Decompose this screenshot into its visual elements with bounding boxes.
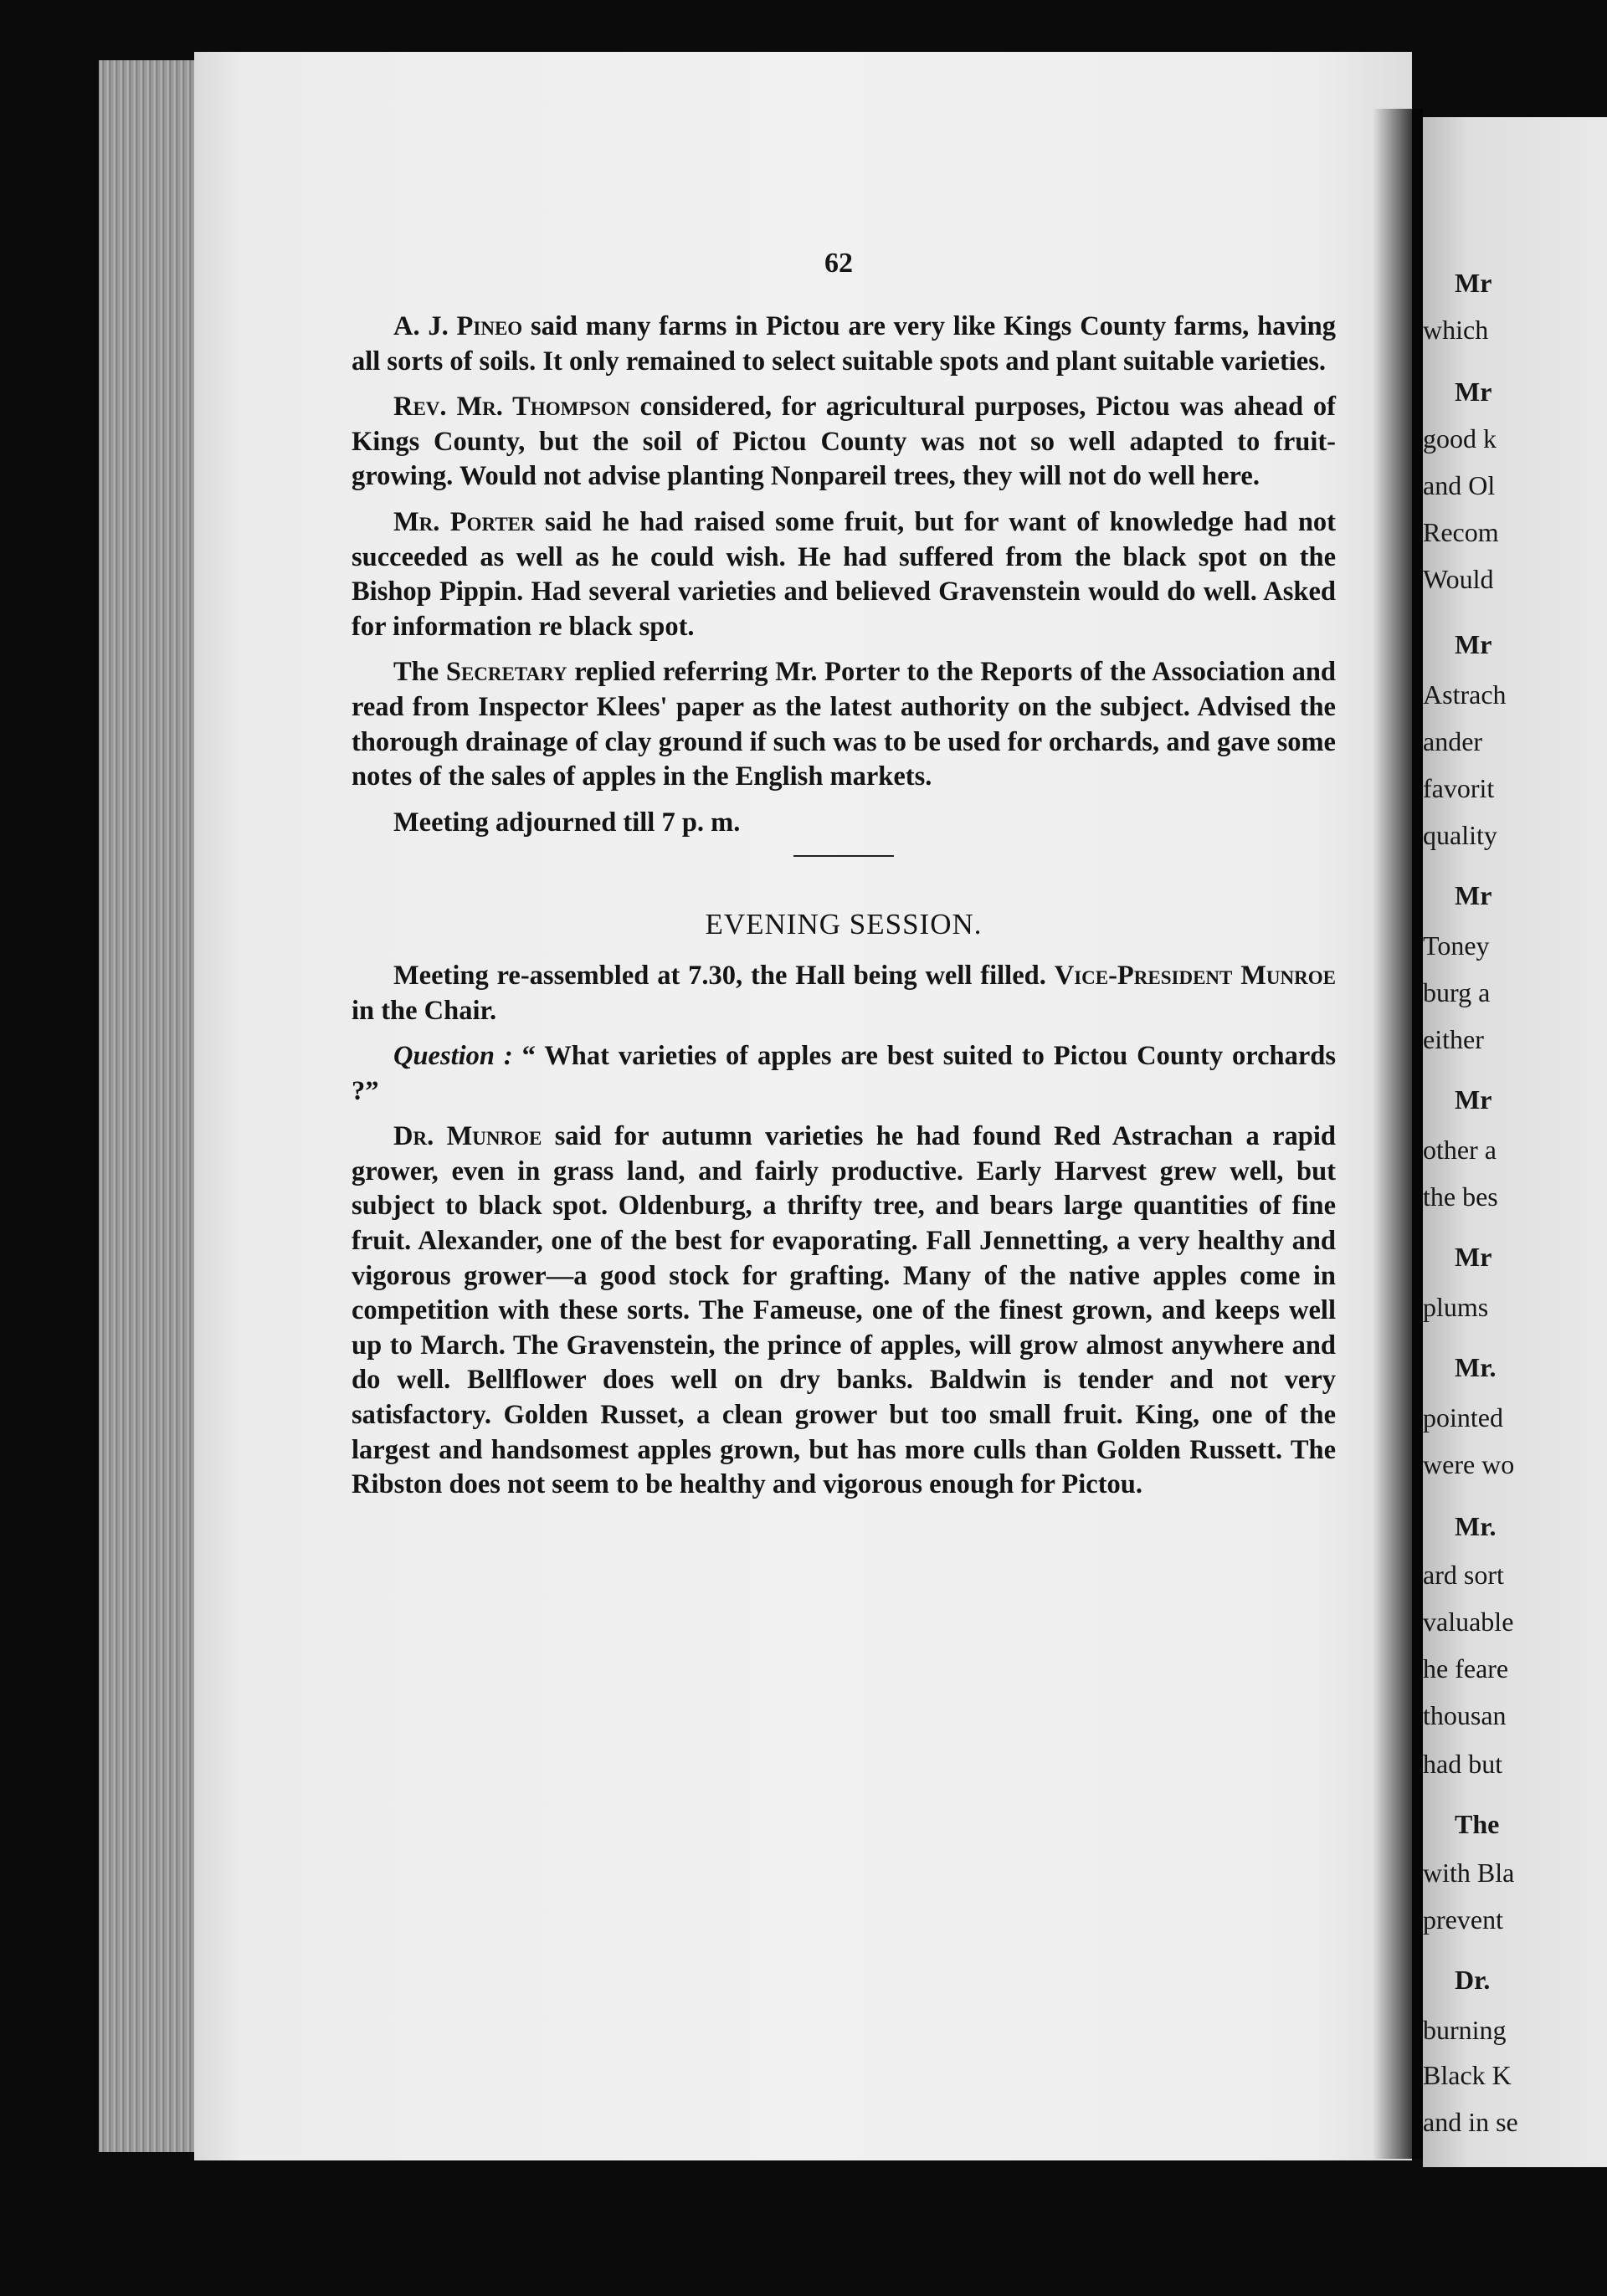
- facing-page-line: Would: [1423, 564, 1494, 594]
- chair-name: Vice-President Munroe: [1054, 960, 1336, 991]
- question-text: “ What varieties of apples are best suited to Pictou County orchards ?”: [352, 1041, 1336, 1106]
- facing-page-line: ard sort: [1423, 1560, 1504, 1590]
- facing-page-line: Recom: [1423, 517, 1499, 547]
- facing-page-line: Mr: [1455, 880, 1492, 910]
- adjourned-line: Meeting adjourned till 7 p. m.: [393, 807, 741, 838]
- facing-page-line: Mr: [1455, 1084, 1492, 1115]
- facing-page-line: Mr: [1455, 377, 1492, 407]
- facing-page-line: Mr.: [1455, 1511, 1497, 1541]
- paragraph-secretary: [352, 655, 1336, 794]
- facing-page-line: plums: [1423, 1292, 1489, 1322]
- page-body: [352, 310, 1336, 1514]
- facing-page-line: Mr: [1455, 268, 1492, 298]
- facing-page-line: pointed: [1423, 1402, 1503, 1432]
- facing-page-line: prevent: [1423, 1904, 1503, 1935]
- facing-page-line: which: [1423, 315, 1489, 345]
- facing-page-line: favorit: [1423, 773, 1495, 803]
- paragraph-pineo: [352, 310, 1336, 379]
- facing-page-line: burg a: [1423, 977, 1491, 1007]
- facing-page-line: Mr.: [1455, 1352, 1497, 1382]
- paragraph-text: considered, for agricultural purposes, Pictou was ahead of Kings County, but the soil of Pictou County was not so well adapted to fruit-growing. Would not advise planting Nonpareil trees, they will not do well here.: [352, 392, 1336, 492]
- facing-page-line: either: [1423, 1024, 1484, 1054]
- question-label: Question :: [393, 1041, 513, 1072]
- paragraph-porter: [352, 505, 1336, 644]
- paragraph-text: replied referring Mr. Porter to the Reports of the Association and read from Inspector Klees' paper as the latest authority on the subject. Advised the thorough drainage of clay ground if such was to be used for orchards, and gave some notes of the sales of apples in the English markets.: [352, 657, 1336, 792]
- speaker-prefix: The: [393, 657, 446, 688]
- facing-page-line: with Bla: [1423, 1858, 1515, 1888]
- facing-page-line: ander: [1423, 726, 1483, 756]
- facing-page-line: the bes: [1423, 1181, 1498, 1212]
- facing-page-line: were wo: [1423, 1449, 1515, 1479]
- page-number: 62: [824, 248, 853, 279]
- facing-page-line: Toney: [1423, 930, 1490, 961]
- facing-page-line: valuable: [1423, 1607, 1514, 1637]
- speaker-name: Dr. Munroe: [393, 1121, 542, 1152]
- facing-page: [1423, 117, 1607, 2167]
- page-edge-stack: [99, 60, 198, 2152]
- paragraph-thompson: [352, 390, 1336, 495]
- facing-page-line: burning: [1423, 2015, 1507, 2045]
- book-gutter-shadow: [1373, 109, 1423, 2159]
- facing-page-line: and Ol: [1423, 470, 1496, 500]
- speaker-name: A. J. Pineo: [393, 311, 523, 341]
- facing-page-line: quality: [1423, 820, 1497, 850]
- facing-page-line: Mr: [1455, 629, 1492, 659]
- speaker-name: Secretary: [445, 657, 567, 688]
- facing-page-line: Black K: [1423, 2060, 1512, 2090]
- paragraph-question: [352, 1039, 1336, 1109]
- paragraph-text: in the Chair.: [352, 995, 497, 1026]
- facing-page-line: Dr.: [1455, 1965, 1491, 1995]
- facing-page-line: other a: [1423, 1135, 1497, 1165]
- speaker-name: Rev. Mr. Thompson: [393, 392, 630, 423]
- facing-page-line: and in se: [1423, 2107, 1518, 2137]
- facing-page-line: Astrach: [1423, 679, 1507, 710]
- facing-page-line: The: [1455, 1809, 1500, 1839]
- facing-page-line: he feare: [1423, 1653, 1509, 1684]
- paragraph-text: said many farms in Pictou are very like Kings County farms, having all sorts of soils. It only remained to select suitable spots and plant suitable varieties.: [352, 311, 1336, 377]
- speaker-name: Mr. Porter: [393, 506, 535, 537]
- section-rule: [793, 855, 894, 857]
- paragraph-text: Meeting re-assembled at 7.30, the Hall being well filled.: [393, 960, 1055, 991]
- facing-page-line: good k: [1423, 423, 1497, 454]
- facing-page-line: thousan: [1423, 1700, 1507, 1730]
- section-heading: EVENING SESSION.: [705, 908, 983, 941]
- paragraph-text: said he had raised some fruit, but for want of knowledge had not succeeded as well as he could wish. He had suffered from the black spot on the Bishop Pippin. Had several varieties and believed Gravenstein would do well. Asked for information re black spot.: [352, 506, 1336, 642]
- paragraph-munroe: [352, 1120, 1336, 1503]
- facing-page-line: Mr: [1455, 1242, 1492, 1272]
- paragraph-reassembled: [352, 959, 1336, 1028]
- facing-page-line: had but: [1423, 1749, 1503, 1779]
- paragraph-text: said for autumn varieties he had found Red Astrachan a rapid grower, even in grass land, and fairly productive. Early Harvest grew well, but subject to black spot. Oldenburg, a thrifty tree, and bears large quantities of fine fruit. Alexander, one of the best for evaporating. Fall Jennetting, a very healthy and vigorous grower—a good stock for grafting. Many of the native apples come in competition with these sorts. The Fameuse, one of the finest grown, and keeps well up to March. The Gravenstein, the prince of apples, will grow almost anywhere and do well. Bellflower does well on dry banks. Baldwin is tender and not very satisfactory. Golden Russet, a clean grower but too small fruit. King, one of the largest and handsomest apples grown, but has more culls than Golden Russett. The Ribston does not seem to be healthy and vigorous enough for Pictou.: [352, 1121, 1336, 1500]
